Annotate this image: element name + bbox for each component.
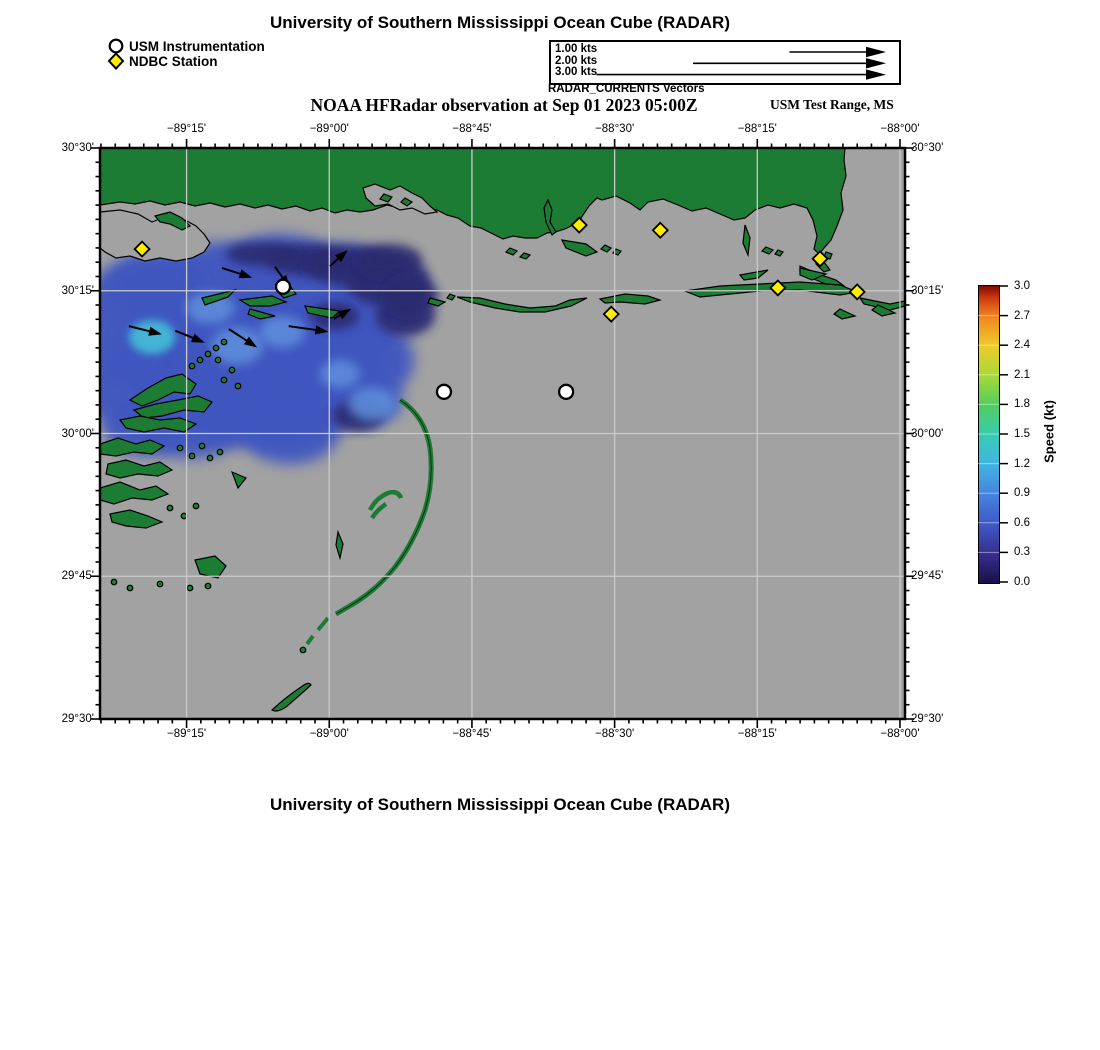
colorbar-tick-label: 1.2 — [1014, 457, 1030, 470]
colorbar-tick-label: 3.0 — [1014, 280, 1030, 292]
lon-tick-label-top: −88°15' — [737, 123, 777, 135]
colorbar-ticks — [999, 285, 1011, 584]
scale-arrow-head — [866, 47, 886, 57]
marsh-islet-dot — [189, 363, 195, 369]
marsh-islet-dot — [177, 445, 183, 451]
legend-item-usm — [107, 38, 265, 54]
colorbar-tick-label: 0.9 — [1014, 487, 1030, 500]
lat-tick-label-left: 30°00' — [61, 427, 94, 440]
speed-blob — [348, 387, 396, 421]
colorbar-tick-label: 2.1 — [1014, 368, 1030, 381]
lat-tick-label-left: 30°15' — [61, 284, 94, 297]
lon-tick-label-bottom: −89°15' — [167, 728, 207, 740]
marsh-islet-dot — [193, 503, 199, 509]
speed-blob — [320, 360, 360, 388]
speed-blob — [226, 242, 298, 266]
marsh-islet-dot — [167, 505, 173, 511]
colorbar-axis-label: Speed (kt) — [1041, 400, 1057, 463]
colorbar-tick-label: 0.3 — [1014, 546, 1030, 559]
marsh-islet-dot — [111, 579, 117, 585]
page-title: University of Southern Mississippi Ocean Cube (RADAR) — [269, 13, 730, 32]
legend-item-ndbc — [107, 53, 218, 69]
colorbar-tick-label: 1.5 — [1014, 428, 1030, 440]
speed-blob — [358, 244, 422, 276]
speed-blob — [259, 316, 305, 348]
scale-arrow-head — [866, 58, 886, 68]
usm-instrument-marker — [437, 385, 451, 399]
vector-scale-caption: RADAR_CURRENTS Vectors — [548, 83, 705, 95]
lon-tick-label-bottom: −88°00' — [880, 728, 920, 740]
scale-arrow-head — [866, 69, 886, 79]
marsh-islet-dot — [189, 453, 195, 459]
speed-blob — [240, 396, 340, 464]
lon-tick-label-bottom: −88°15' — [737, 728, 777, 740]
legend-label-usm: USM Instrumentation — [129, 38, 265, 54]
lat-tick-label-right: 29°30' — [911, 713, 944, 725]
lon-tick-label-top: −89°15' — [167, 123, 207, 135]
marsh-islet-dot — [213, 345, 219, 351]
usm-instrument-marker — [559, 385, 573, 399]
colorbar-tick-label: 2.7 — [1014, 309, 1030, 322]
scale-row-label-2: 2.00 kts — [555, 54, 598, 67]
lon-tick-label-bottom: −88°30' — [595, 728, 635, 740]
scale-row-label-3: 3.00 kts — [555, 66, 598, 78]
bottom-title: University of Southern Mississippi Ocean Cube (RADAR) — [269, 795, 730, 814]
legend-label-ndbc: NDBC Station — [129, 53, 218, 69]
lon-tick-label-bottom: −89°00' — [309, 728, 349, 740]
marsh-islet-dot — [187, 585, 193, 591]
marsh-islet-dot — [199, 443, 205, 449]
marsh-islet-dot — [221, 339, 227, 345]
marsh-islet-dot — [235, 383, 241, 389]
lon-tick-label-top: −88°45' — [452, 123, 492, 135]
test-range-label: USM Test Range, MS — [770, 97, 894, 112]
colorbar-tick-label: 1.8 — [1014, 398, 1030, 411]
scale-arrows-canvas — [551, 42, 899, 83]
lat-tick-label-right: 30°00' — [911, 427, 944, 440]
marsh-islet-dot — [229, 367, 235, 373]
vector-scale-box — [549, 40, 901, 85]
lat-tick-label-right: 29°45' — [911, 570, 944, 583]
marsh-islet-dot — [215, 357, 221, 363]
colorbar-tick-label: 2.4 — [1014, 339, 1030, 352]
speed-blob — [129, 320, 175, 354]
observation-subtitle: NOAA HFRadar observation at Sep 01 2023 05:00Z — [310, 95, 698, 115]
lon-tick-label-top: −88°30' — [595, 123, 635, 135]
speed-blob — [386, 278, 438, 314]
marsh-islet-dot — [205, 583, 211, 589]
colorbar-tick-label: 0.6 — [1014, 516, 1030, 529]
marsh-islet-dot — [197, 357, 203, 363]
scale-row-label-1: 1.00 kts — [555, 43, 598, 55]
lat-tick-label-left: 30°30' — [61, 142, 94, 154]
marsh-islet-dot — [205, 351, 211, 357]
marsh-islet-dot — [127, 585, 133, 591]
colorbar-tick-label: 0.0 — [1014, 576, 1030, 588]
marsh-islet-dot — [207, 455, 213, 461]
lat-tick-label-left: 29°30' — [61, 713, 94, 725]
usm-instrument-marker — [276, 280, 290, 294]
marsh-islet-dot — [300, 647, 306, 653]
marsh-islet-dot — [221, 377, 227, 383]
ndbc-station-legend-icon — [107, 52, 125, 70]
marsh-islet-dot — [217, 449, 223, 455]
lat-tick-label-right: 30°30' — [911, 142, 944, 154]
lon-tick-label-bottom: −88°45' — [452, 728, 492, 740]
marsh-islet-dot — [157, 581, 163, 587]
map-canvas — [100, 148, 905, 719]
lat-tick-label-right: 30°15' — [911, 284, 944, 297]
lat-tick-label-left: 29°45' — [61, 570, 94, 583]
lon-tick-label-top: −89°00' — [309, 123, 349, 135]
lon-tick-label-top: −88°00' — [880, 123, 920, 135]
